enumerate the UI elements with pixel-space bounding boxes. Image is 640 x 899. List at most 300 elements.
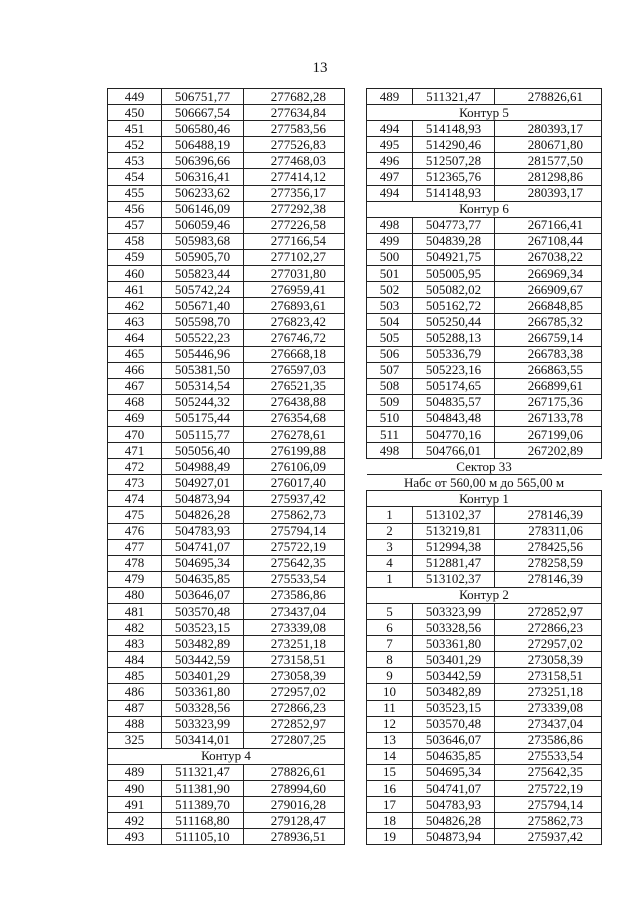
point-number-cell: 10 [367,684,413,700]
point-number-cell: 449 [108,89,162,105]
point-number-cell: 489 [108,764,162,780]
x-coordinate-cell: 504921,75 [413,249,495,265]
point-number-cell: 464 [108,330,162,346]
y-coordinate-cell: 275862,73 [495,813,602,829]
x-coordinate-cell: 504873,94 [162,491,244,507]
coordinate-row [108,266,345,282]
x-coordinate-cell: 504695,34 [413,764,495,780]
x-coordinate-cell: 505381,50 [162,362,244,378]
y-coordinate-cell: 275937,42 [495,829,602,845]
point-number-cell: 13 [367,732,413,748]
y-coordinate-cell: 273158,51 [244,652,345,668]
y-coordinate-cell: 277031,80 [244,266,345,282]
x-coordinate-cell: 503442,59 [162,652,244,668]
y-coordinate-cell: 275722,19 [495,781,602,797]
x-coordinate-cell: 504635,85 [413,748,495,764]
y-coordinate-cell: 276438,88 [244,394,345,410]
x-coordinate-cell: 503328,56 [413,620,495,636]
point-number-cell: 498 [367,443,413,459]
x-coordinate-cell: 503646,07 [162,587,244,603]
x-coordinate-cell: 505250,44 [413,314,495,330]
x-coordinate-cell: 505115,77 [162,426,244,442]
coordinate-row [367,604,602,620]
coordinate-row [108,507,345,523]
coordinate-row [108,764,345,780]
x-coordinate-cell: 505223,16 [413,362,495,378]
y-coordinate-cell: 273586,86 [495,732,602,748]
x-coordinate-cell: 503401,29 [413,652,495,668]
y-coordinate-cell: 267038,22 [495,249,602,265]
coordinate-row [367,249,602,265]
point-number-cell: 500 [367,249,413,265]
y-coordinate-cell: 272866,23 [495,620,602,636]
x-coordinate-cell: 503361,80 [162,684,244,700]
contour-header-row [367,491,602,507]
coordinate-row [367,217,602,233]
point-number-cell: 458 [108,233,162,249]
y-coordinate-cell: 272807,25 [244,732,345,748]
coordinate-row [367,394,602,410]
y-coordinate-cell: 277226,58 [244,217,345,233]
x-coordinate-cell: 506667,54 [162,105,244,121]
contour-header-row [367,201,602,217]
point-number-cell: 478 [108,555,162,571]
y-coordinate-cell: 276199,88 [244,443,345,459]
x-coordinate-cell: 504843,48 [413,410,495,426]
coordinate-row [108,587,345,603]
point-number-cell: 453 [108,153,162,169]
coordinate-row [108,459,345,475]
y-coordinate-cell: 275722,19 [244,539,345,555]
point-number-cell: 474 [108,491,162,507]
x-coordinate-cell: 506316,41 [162,169,244,185]
x-coordinate-cell: 503523,15 [413,700,495,716]
coordinate-row [108,394,345,410]
coordinate-row [367,555,602,571]
x-coordinate-cell: 503401,29 [162,668,244,684]
x-coordinate-cell: 504988,49 [162,459,244,475]
x-coordinate-cell: 505983,68 [162,233,244,249]
x-coordinate-cell: 505288,13 [413,330,495,346]
x-coordinate-cell: 505446,96 [162,346,244,362]
y-coordinate-cell: 280671,80 [495,137,602,153]
point-number-cell: 493 [108,829,162,845]
x-coordinate-cell: 505522,23 [162,330,244,346]
coordinate-row [367,443,602,459]
point-number-cell: 510 [367,410,413,426]
coordinate-row [108,636,345,652]
coordinate-row [108,378,345,394]
y-coordinate-cell: 266969,34 [495,266,602,282]
coordinate-row [108,346,345,362]
coordinate-row [367,426,602,442]
x-coordinate-cell: 503323,99 [413,604,495,620]
point-number-cell: 486 [108,684,162,700]
y-coordinate-cell: 275533,54 [244,571,345,587]
y-coordinate-cell: 273058,39 [495,652,602,668]
coordinate-row [367,748,602,764]
x-coordinate-cell: 506488,19 [162,137,244,153]
y-coordinate-cell: 275794,14 [244,523,345,539]
x-coordinate-cell: 505175,44 [162,410,244,426]
x-coordinate-cell: 503570,48 [413,716,495,732]
point-number-cell: 17 [367,797,413,813]
x-coordinate-cell: 506580,46 [162,121,244,137]
y-coordinate-cell: 266909,67 [495,282,602,298]
y-coordinate-cell: 273586,86 [244,587,345,603]
x-coordinate-cell: 505905,70 [162,249,244,265]
point-number-cell: 11 [367,700,413,716]
y-coordinate-cell: 267133,78 [495,410,602,426]
point-number-cell: 460 [108,266,162,282]
y-coordinate-cell: 277414,12 [244,169,345,185]
x-coordinate-cell: 514148,93 [413,121,495,137]
x-coordinate-cell: 505174,65 [413,378,495,394]
x-coordinate-cell: 505336,79 [413,346,495,362]
y-coordinate-cell: 281577,50 [495,153,602,169]
y-coordinate-cell: 277102,27 [244,249,345,265]
sector-title: Набс от 560,00 м до 565,00 м [367,475,602,491]
point-number-cell: 508 [367,378,413,394]
coordinate-row [108,217,345,233]
y-coordinate-cell: 276017,40 [244,475,345,491]
x-coordinate-cell: 505671,40 [162,298,244,314]
x-coordinate-cell: 504770,16 [413,426,495,442]
x-coordinate-cell: 504766,01 [413,443,495,459]
coordinate-row [367,668,602,684]
coordinate-row [367,169,602,185]
y-coordinate-cell: 275533,54 [495,748,602,764]
coordinate-row [108,732,345,748]
y-coordinate-cell: 267202,89 [495,443,602,459]
x-coordinate-cell: 514290,46 [413,137,495,153]
x-coordinate-cell: 503361,80 [413,636,495,652]
coordinate-row [108,829,345,845]
y-coordinate-cell: 267199,06 [495,426,602,442]
x-coordinate-cell: 503523,15 [162,620,244,636]
x-coordinate-cell: 503328,56 [162,700,244,716]
x-coordinate-cell: 505082,02 [413,282,495,298]
x-coordinate-cell: 514148,93 [413,185,495,201]
point-number-cell: 488 [108,716,162,732]
y-coordinate-cell: 267166,41 [495,217,602,233]
x-coordinate-cell: 503323,99 [162,716,244,732]
x-coordinate-cell: 505823,44 [162,266,244,282]
coordinate-row [367,330,602,346]
coordinate-row [108,781,345,797]
point-number-cell: 459 [108,249,162,265]
y-coordinate-cell: 280393,17 [495,121,602,137]
point-number-cell: 15 [367,764,413,780]
point-number-cell: 491 [108,797,162,813]
coordinate-row [108,620,345,636]
y-coordinate-cell: 275642,35 [495,764,602,780]
x-coordinate-cell: 504695,34 [162,555,244,571]
point-number-cell: 470 [108,426,162,442]
x-coordinate-cell: 503646,07 [413,732,495,748]
y-coordinate-cell: 276597,03 [244,362,345,378]
y-coordinate-cell: 275862,73 [244,507,345,523]
point-number-cell: 6 [367,620,413,636]
y-coordinate-cell: 276893,61 [244,298,345,314]
y-coordinate-cell: 276106,09 [244,459,345,475]
coordinate-row [108,539,345,555]
point-number-cell: 499 [367,233,413,249]
coordinate-row [108,185,345,201]
y-coordinate-cell: 277682,28 [244,89,345,105]
x-coordinate-cell: 504826,28 [413,813,495,829]
point-number-cell: 471 [108,443,162,459]
point-number-cell: 473 [108,475,162,491]
coordinate-row [108,426,345,442]
point-number-cell: 475 [108,507,162,523]
contour-title: Контур 5 [367,105,602,121]
point-number-cell: 452 [108,137,162,153]
coordinate-row [367,137,602,153]
x-coordinate-cell: 504783,93 [162,523,244,539]
coordinate-row [367,314,602,330]
point-number-cell: 496 [367,153,413,169]
y-coordinate-cell: 276278,61 [244,426,345,442]
contour-title: Контур 1 [367,491,602,507]
contour-header-row [367,587,602,603]
point-number-cell: 467 [108,378,162,394]
point-number-cell: 461 [108,282,162,298]
x-coordinate-cell: 511105,10 [162,829,244,845]
coordinate-row [367,89,602,105]
coordinate-row [367,781,602,797]
coordinate-row [367,362,602,378]
point-number-cell: 2 [367,523,413,539]
y-coordinate-cell: 278826,61 [244,764,345,780]
y-coordinate-cell: 273058,39 [244,668,345,684]
y-coordinate-cell: 278311,06 [495,523,602,539]
coordinate-row [108,362,345,378]
right-coordinates-table [366,88,602,845]
coordinate-row [108,410,345,426]
point-number-cell: 479 [108,571,162,587]
point-number-cell: 477 [108,539,162,555]
x-coordinate-cell: 513102,37 [413,571,495,587]
x-coordinate-cell: 511168,80 [162,813,244,829]
coordinate-row [367,298,602,314]
point-number-cell: 456 [108,201,162,217]
sector-header-row [367,475,602,491]
point-number-cell: 465 [108,346,162,362]
y-coordinate-cell: 277634,84 [244,105,345,121]
point-number-cell: 462 [108,298,162,314]
x-coordinate-cell: 503570,48 [162,604,244,620]
coordinate-row [108,298,345,314]
point-number-cell: 484 [108,652,162,668]
x-coordinate-cell: 504741,07 [413,781,495,797]
point-number-cell: 504 [367,314,413,330]
coordinate-row [108,652,345,668]
contour-header-row [108,748,345,764]
point-number-cell: 509 [367,394,413,410]
y-coordinate-cell: 278826,61 [495,89,602,105]
y-coordinate-cell: 276746,72 [244,330,345,346]
x-coordinate-cell: 505244,32 [162,394,244,410]
point-number-cell: 451 [108,121,162,137]
y-coordinate-cell: 279016,28 [244,797,345,813]
x-coordinate-cell: 513219,81 [413,523,495,539]
x-coordinate-cell: 504873,94 [413,829,495,845]
coordinate-row [367,266,602,282]
y-coordinate-cell: 267108,44 [495,233,602,249]
point-number-cell: 457 [108,217,162,233]
point-number-cell: 507 [367,362,413,378]
x-coordinate-cell: 506059,46 [162,217,244,233]
x-coordinate-cell: 505742,24 [162,282,244,298]
x-coordinate-cell: 503482,89 [413,684,495,700]
point-number-cell: 480 [108,587,162,603]
coordinate-row [367,121,602,137]
point-number-cell: 1 [367,507,413,523]
x-coordinate-cell: 504783,93 [413,797,495,813]
coordinate-row [367,636,602,652]
coordinate-row [367,700,602,716]
x-coordinate-cell: 512365,76 [413,169,495,185]
x-coordinate-cell: 504826,28 [162,507,244,523]
x-coordinate-cell: 503414,01 [162,732,244,748]
y-coordinate-cell: 275937,42 [244,491,345,507]
coordinate-row [108,89,345,105]
coordinate-row [108,668,345,684]
point-number-cell: 14 [367,748,413,764]
y-coordinate-cell: 273251,18 [244,636,345,652]
y-coordinate-cell: 276668,18 [244,346,345,362]
point-number-cell: 502 [367,282,413,298]
coordinate-row [367,539,602,555]
coordinate-row [367,523,602,539]
coordinate-row [108,121,345,137]
contour-title: Контур 6 [367,201,602,217]
y-coordinate-cell: 273158,51 [495,668,602,684]
point-number-cell: 469 [108,410,162,426]
x-coordinate-cell: 505005,95 [413,266,495,282]
x-coordinate-cell: 506751,77 [162,89,244,105]
x-coordinate-cell: 505162,72 [413,298,495,314]
point-number-cell: 16 [367,781,413,797]
contour-header-row [367,105,602,121]
point-number-cell: 466 [108,362,162,378]
x-coordinate-cell: 511321,47 [162,764,244,780]
y-coordinate-cell: 266863,55 [495,362,602,378]
y-coordinate-cell: 273437,04 [244,604,345,620]
point-number-cell: 511 [367,426,413,442]
point-number-cell: 505 [367,330,413,346]
coordinate-row [108,169,345,185]
point-number-cell: 487 [108,700,162,716]
y-coordinate-cell: 278146,39 [495,507,602,523]
coordinate-row [108,282,345,298]
x-coordinate-cell: 504773,77 [413,217,495,233]
coordinate-row [108,813,345,829]
y-coordinate-cell: 266783,38 [495,346,602,362]
x-coordinate-cell: 506396,66 [162,153,244,169]
point-number-cell: 472 [108,459,162,475]
coordinate-row [367,410,602,426]
y-coordinate-cell: 273339,08 [495,700,602,716]
y-coordinate-cell: 278994,60 [244,781,345,797]
coordinate-row [367,233,602,249]
point-number-cell: 455 [108,185,162,201]
coordinate-row [108,443,345,459]
y-coordinate-cell: 272957,02 [244,684,345,700]
contour-title: Контур 4 [108,748,345,764]
x-coordinate-cell: 511389,70 [162,797,244,813]
x-coordinate-cell: 505056,40 [162,443,244,459]
x-coordinate-cell: 511381,90 [162,781,244,797]
x-coordinate-cell: 503442,59 [413,668,495,684]
coordinate-row [108,105,345,121]
coordinate-row [108,233,345,249]
point-number-cell: 3 [367,539,413,555]
coordinate-row [108,153,345,169]
point-number-cell: 325 [108,732,162,748]
coordinate-row [367,153,602,169]
point-number-cell: 489 [367,89,413,105]
y-coordinate-cell: 266848,85 [495,298,602,314]
y-coordinate-cell: 267175,36 [495,394,602,410]
coordinate-row [367,764,602,780]
coordinate-row [367,813,602,829]
coordinate-row [108,475,345,491]
point-number-cell: 494 [367,185,413,201]
y-coordinate-cell: 277468,03 [244,153,345,169]
coordinate-row [367,684,602,700]
y-coordinate-cell: 272866,23 [244,700,345,716]
x-coordinate-cell: 504635,85 [162,571,244,587]
y-coordinate-cell: 272852,97 [495,604,602,620]
coordinate-row [367,282,602,298]
coordinate-row [367,797,602,813]
x-coordinate-cell: 505598,70 [162,314,244,330]
point-number-cell: 5 [367,604,413,620]
y-coordinate-cell: 276823,42 [244,314,345,330]
y-coordinate-cell: 272852,97 [244,716,345,732]
point-number-cell: 8 [367,652,413,668]
x-coordinate-cell: 504835,57 [413,394,495,410]
point-number-cell: 485 [108,668,162,684]
y-coordinate-cell: 276354,68 [244,410,345,426]
coordinate-row [367,185,602,201]
x-coordinate-cell: 504741,07 [162,539,244,555]
point-number-cell: 468 [108,394,162,410]
point-number-cell: 506 [367,346,413,362]
coordinate-row [367,829,602,845]
y-coordinate-cell: 278936,51 [244,829,345,845]
y-coordinate-cell: 266759,14 [495,330,602,346]
point-number-cell: 483 [108,636,162,652]
coordinate-row [108,684,345,700]
y-coordinate-cell: 272957,02 [495,636,602,652]
y-coordinate-cell: 275642,35 [244,555,345,571]
coordinate-row [108,249,345,265]
contour-title: Контур 2 [367,587,602,603]
coordinate-row [108,797,345,813]
coordinate-row [108,201,345,217]
coordinate-row [108,571,345,587]
y-coordinate-cell: 279128,47 [244,813,345,829]
x-coordinate-cell: 503482,89 [162,636,244,652]
point-number-cell: 481 [108,604,162,620]
point-number-cell: 12 [367,716,413,732]
point-number-cell: 503 [367,298,413,314]
y-coordinate-cell: 273339,08 [244,620,345,636]
y-coordinate-cell: 277583,56 [244,121,345,137]
